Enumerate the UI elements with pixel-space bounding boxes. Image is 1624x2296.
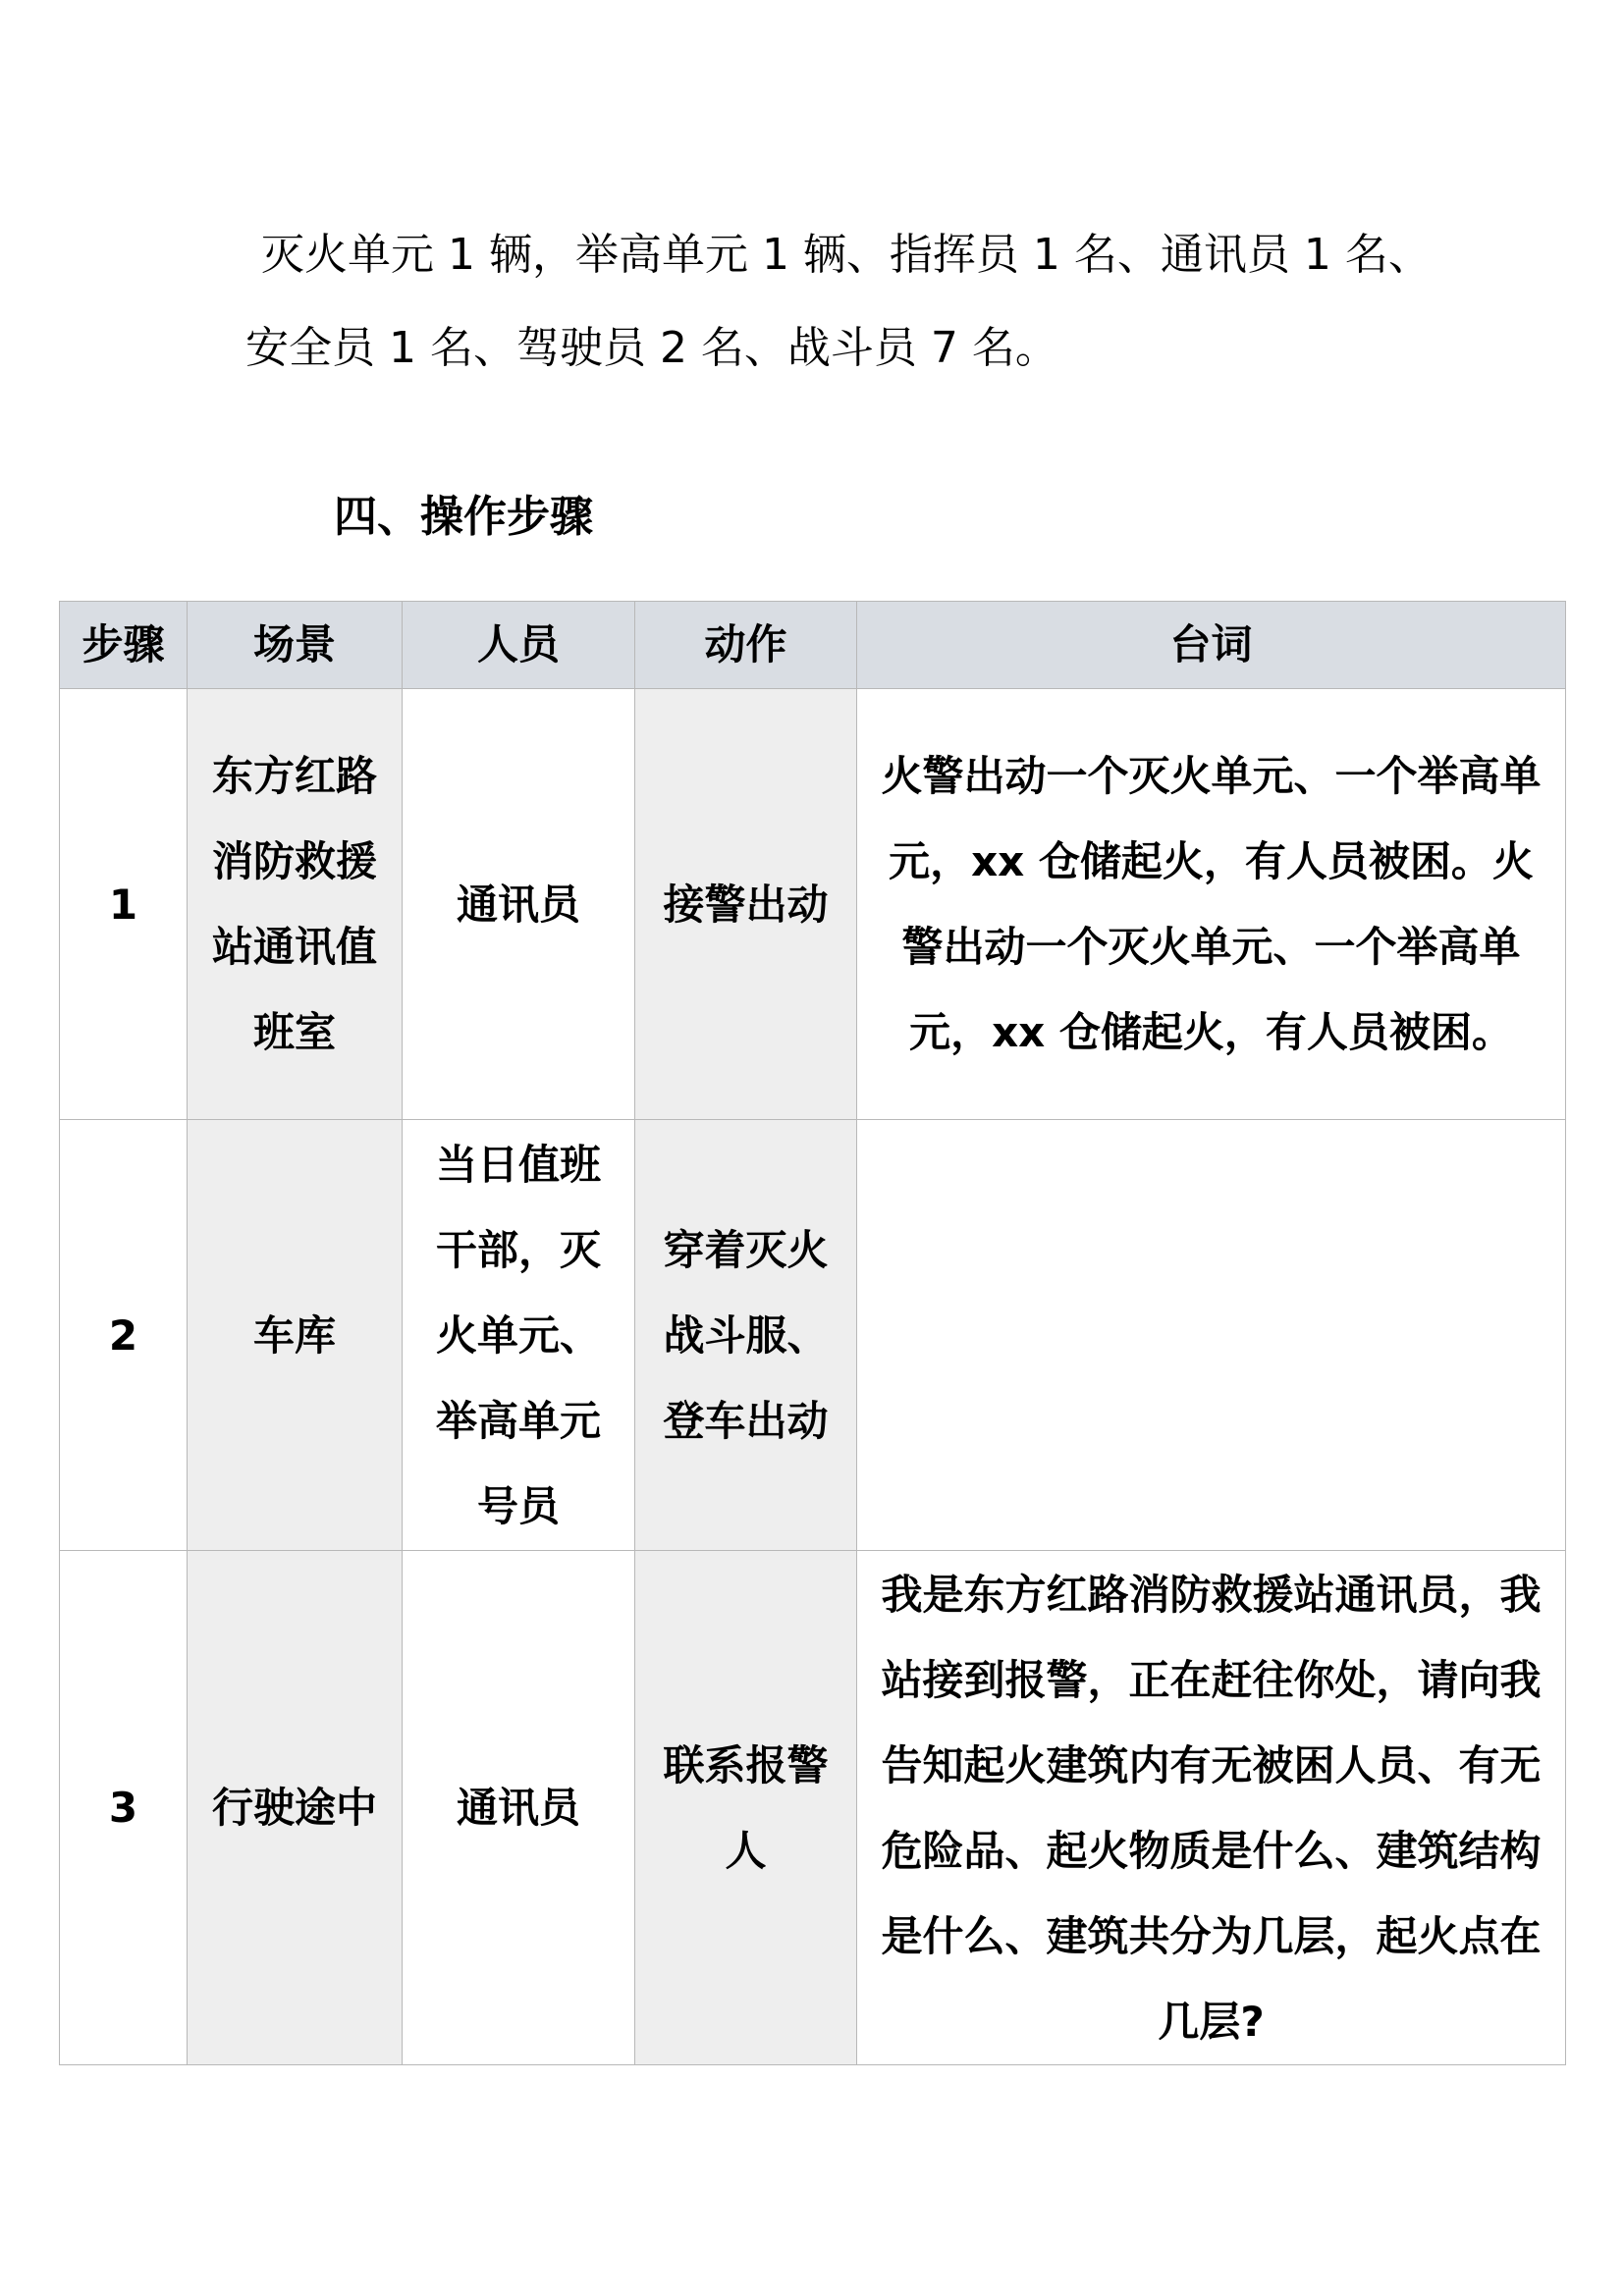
operation-steps-table xyxy=(59,601,1566,2065)
step-number-cell: 3 xyxy=(60,1551,188,2065)
step-number-cell: 1 xyxy=(60,689,188,1120)
intro-text-line-2: 安全员 1 名、驾驶员 2 名、战斗员 7 名。 xyxy=(245,323,1058,373)
line-cell: 我是东方红路消防救援站通讯员，我站接到报警，正在赶往你处，请向我告知起火建筑内有无被困人员、有无危险品、起火物质是什么、建筑结构是什么、建筑共分为几层，起火点在几层? xyxy=(857,1551,1566,2065)
action-cell: 接警出动 xyxy=(635,689,857,1120)
scene-cell: 东方红路消防救援站通讯值班室 xyxy=(188,689,403,1120)
header-action: 动作 xyxy=(635,602,857,689)
header-scene: 场景 xyxy=(188,602,403,689)
action-cell: 穿着灭火战斗服、登车出动 xyxy=(635,1120,857,1551)
line-cell: 火警出动一个灭火单元、一个举高单元，xx 仓储起火，有人员被困。火警出动一个灭火单元、一个举高单元，xx 仓储起火，有人员被困。 xyxy=(857,689,1566,1120)
header-person: 人员 xyxy=(403,602,635,689)
person-cell: 通讯员 xyxy=(403,1551,635,2065)
person-cell: 通讯员 xyxy=(403,689,635,1120)
header-step: 步骤 xyxy=(60,602,188,689)
person-cell: 当日值班干部，灭火单元、举高单元号员 xyxy=(403,1120,635,1551)
action-cell: 联系报警人 xyxy=(635,1551,857,2065)
table-row xyxy=(60,1551,1566,2065)
scene-cell: 车库 xyxy=(188,1120,403,1551)
step-number-cell: 2 xyxy=(60,1120,188,1551)
table-header-row xyxy=(60,602,1566,689)
section-title: 四、操作步骤 xyxy=(334,492,593,542)
intro-text-line-1: 灭火单元 1 辆，举高单元 1 辆、指挥员 1 名、通讯员 1 名、 xyxy=(261,230,1432,280)
scene-cell: 行驶途中 xyxy=(188,1551,403,2065)
line-cell xyxy=(857,1120,1566,1551)
header-line: 台词 xyxy=(857,602,1566,689)
table-row xyxy=(60,689,1566,1120)
table-row xyxy=(60,1120,1566,1551)
